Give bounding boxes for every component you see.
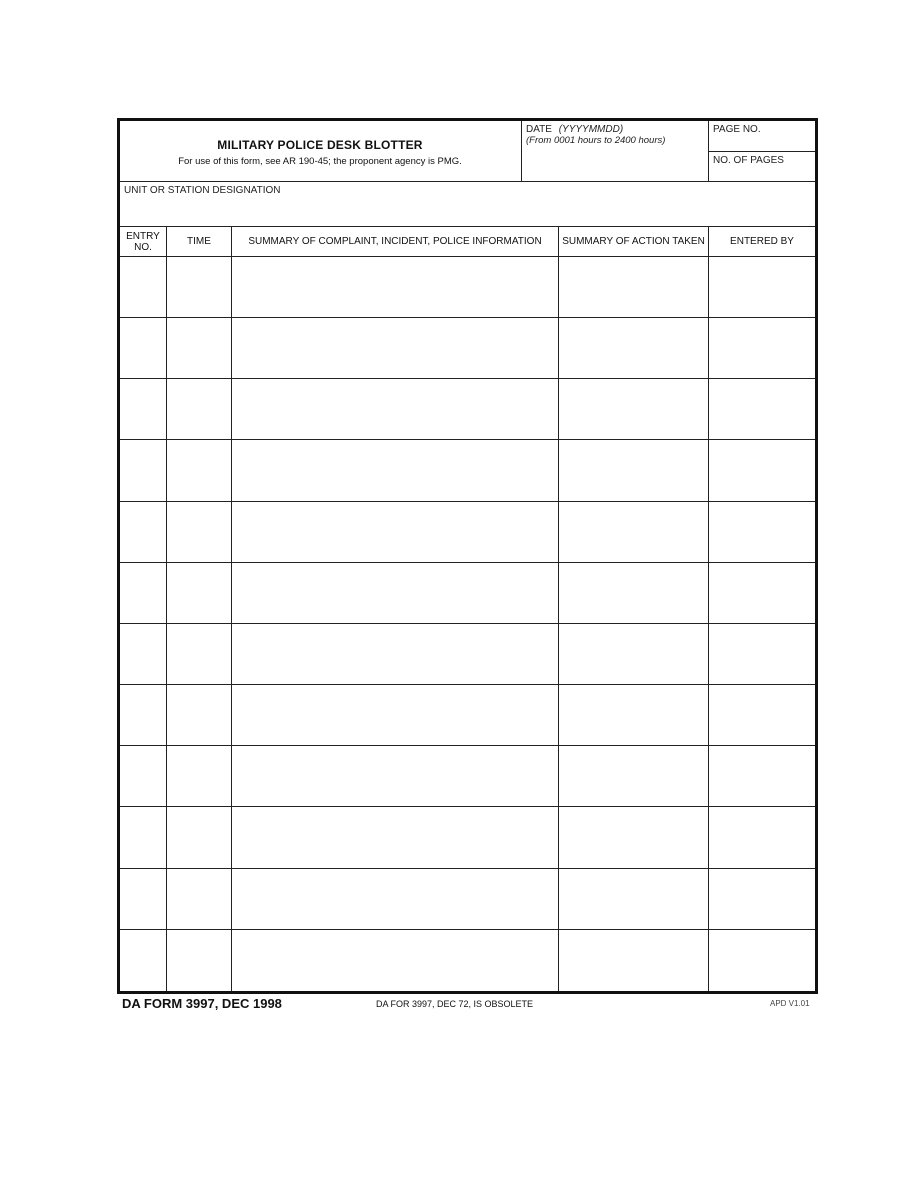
entry-no-cell[interactable] xyxy=(120,808,166,869)
table-row xyxy=(120,318,815,379)
entered-by-cell[interactable] xyxy=(709,624,815,685)
entered-by-cell[interactable] xyxy=(709,869,815,930)
table-row xyxy=(120,379,815,440)
entry-no-cell[interactable] xyxy=(120,746,166,807)
entered-by-cell[interactable] xyxy=(709,808,815,869)
entry-no-cell[interactable] xyxy=(120,318,166,379)
unit-field[interactable] xyxy=(120,182,815,226)
action-cell[interactable] xyxy=(559,930,708,991)
time-cell[interactable] xyxy=(167,624,231,685)
time-cell[interactable] xyxy=(167,257,231,318)
summary-cell[interactable] xyxy=(232,869,558,930)
entered-by-cell[interactable] xyxy=(709,257,815,318)
table-row xyxy=(120,808,815,869)
time-cell[interactable] xyxy=(167,869,231,930)
entry-no-cell[interactable] xyxy=(120,379,166,440)
action-cell[interactable] xyxy=(559,379,708,440)
entry-no-cell[interactable] xyxy=(120,563,166,624)
date-hint: (From 0001 hours to 2400 hours) xyxy=(526,135,666,146)
time-cell[interactable] xyxy=(167,746,231,807)
time-cell[interactable] xyxy=(167,685,231,746)
table-row xyxy=(120,869,815,930)
time-cell[interactable] xyxy=(167,930,231,991)
action-cell[interactable] xyxy=(559,563,708,624)
entry-no-cell[interactable] xyxy=(120,930,166,991)
table-row xyxy=(120,257,815,318)
entered-by-cell[interactable] xyxy=(709,685,815,746)
action-cell[interactable] xyxy=(559,318,708,379)
desk-blotter-form xyxy=(117,118,818,994)
action-cell[interactable] xyxy=(559,869,708,930)
action-cell[interactable] xyxy=(559,257,708,318)
entry-no-cell[interactable] xyxy=(120,869,166,930)
date-label: DATE xyxy=(526,124,552,135)
date-format: (YYYYMMDD) xyxy=(558,124,624,135)
action-cell[interactable] xyxy=(559,441,708,502)
summary-cell[interactable] xyxy=(232,930,558,991)
entry-no-cell[interactable] xyxy=(120,441,166,502)
time-cell[interactable] xyxy=(167,318,231,379)
table-row xyxy=(120,441,815,502)
col-header-entered-by: ENTERED BY xyxy=(730,236,794,247)
table-row xyxy=(120,685,815,746)
summary-cell[interactable] xyxy=(232,685,558,746)
form-title: MILITARY POLICE DESK BLOTTER xyxy=(217,138,423,152)
date-field[interactable] xyxy=(522,121,708,181)
col-header-entry-no: ENTRY NO. xyxy=(126,230,160,253)
obsolete-note: DA FOR 3997, DEC 72, IS OBSOLETE xyxy=(376,999,534,1009)
form-id: DA FORM 3997, DEC 1998 xyxy=(122,996,282,1011)
table-row xyxy=(120,746,815,807)
time-cell[interactable] xyxy=(167,808,231,869)
summary-cell[interactable] xyxy=(232,624,558,685)
action-cell[interactable] xyxy=(559,502,708,563)
entry-no-cell[interactable] xyxy=(120,502,166,563)
time-cell[interactable] xyxy=(167,563,231,624)
unit-label: UNIT OR STATION DESIGNATION xyxy=(124,185,281,196)
page-no-field[interactable] xyxy=(709,121,815,151)
summary-cell[interactable] xyxy=(232,318,558,379)
action-cell[interactable] xyxy=(559,624,708,685)
entered-by-cell[interactable] xyxy=(709,563,815,624)
table-row xyxy=(120,502,815,563)
time-cell[interactable] xyxy=(167,441,231,502)
entered-by-cell[interactable] xyxy=(709,930,815,991)
entered-by-cell[interactable] xyxy=(709,746,815,807)
entry-no-cell[interactable] xyxy=(120,257,166,318)
summary-cell[interactable] xyxy=(232,257,558,318)
num-pages-field[interactable] xyxy=(709,152,815,181)
action-cell[interactable] xyxy=(559,746,708,807)
num-pages-label: NO. OF PAGES xyxy=(713,155,784,166)
summary-cell[interactable] xyxy=(232,808,558,869)
version-label: APD V1.01 xyxy=(770,999,810,1008)
summary-cell[interactable] xyxy=(232,441,558,502)
summary-cell[interactable] xyxy=(232,563,558,624)
form-subtitle: For use of this form, see AR 190-45; the proponent agency is PMG. xyxy=(178,156,462,167)
col-header-action: SUMMARY OF ACTION TAKEN xyxy=(562,236,705,247)
action-cell[interactable] xyxy=(559,808,708,869)
summary-cell[interactable] xyxy=(232,746,558,807)
entered-by-cell[interactable] xyxy=(709,441,815,502)
entry-no-cell[interactable] xyxy=(120,624,166,685)
action-cell[interactable] xyxy=(559,685,708,746)
time-cell[interactable] xyxy=(167,379,231,440)
col-header-time: TIME xyxy=(187,236,211,247)
summary-cell[interactable] xyxy=(232,379,558,440)
table-row xyxy=(120,930,815,991)
entered-by-cell[interactable] xyxy=(709,502,815,563)
page-no-label: PAGE NO. xyxy=(713,124,761,135)
time-cell[interactable] xyxy=(167,502,231,563)
table-row xyxy=(120,563,815,624)
summary-cell[interactable] xyxy=(232,502,558,563)
entry-no-cell[interactable] xyxy=(120,685,166,746)
entered-by-cell[interactable] xyxy=(709,318,815,379)
entered-by-cell[interactable] xyxy=(709,379,815,440)
table-row xyxy=(120,624,815,685)
col-header-summary: SUMMARY OF COMPLAINT, INCIDENT, POLICE INFORMATION xyxy=(248,236,542,247)
